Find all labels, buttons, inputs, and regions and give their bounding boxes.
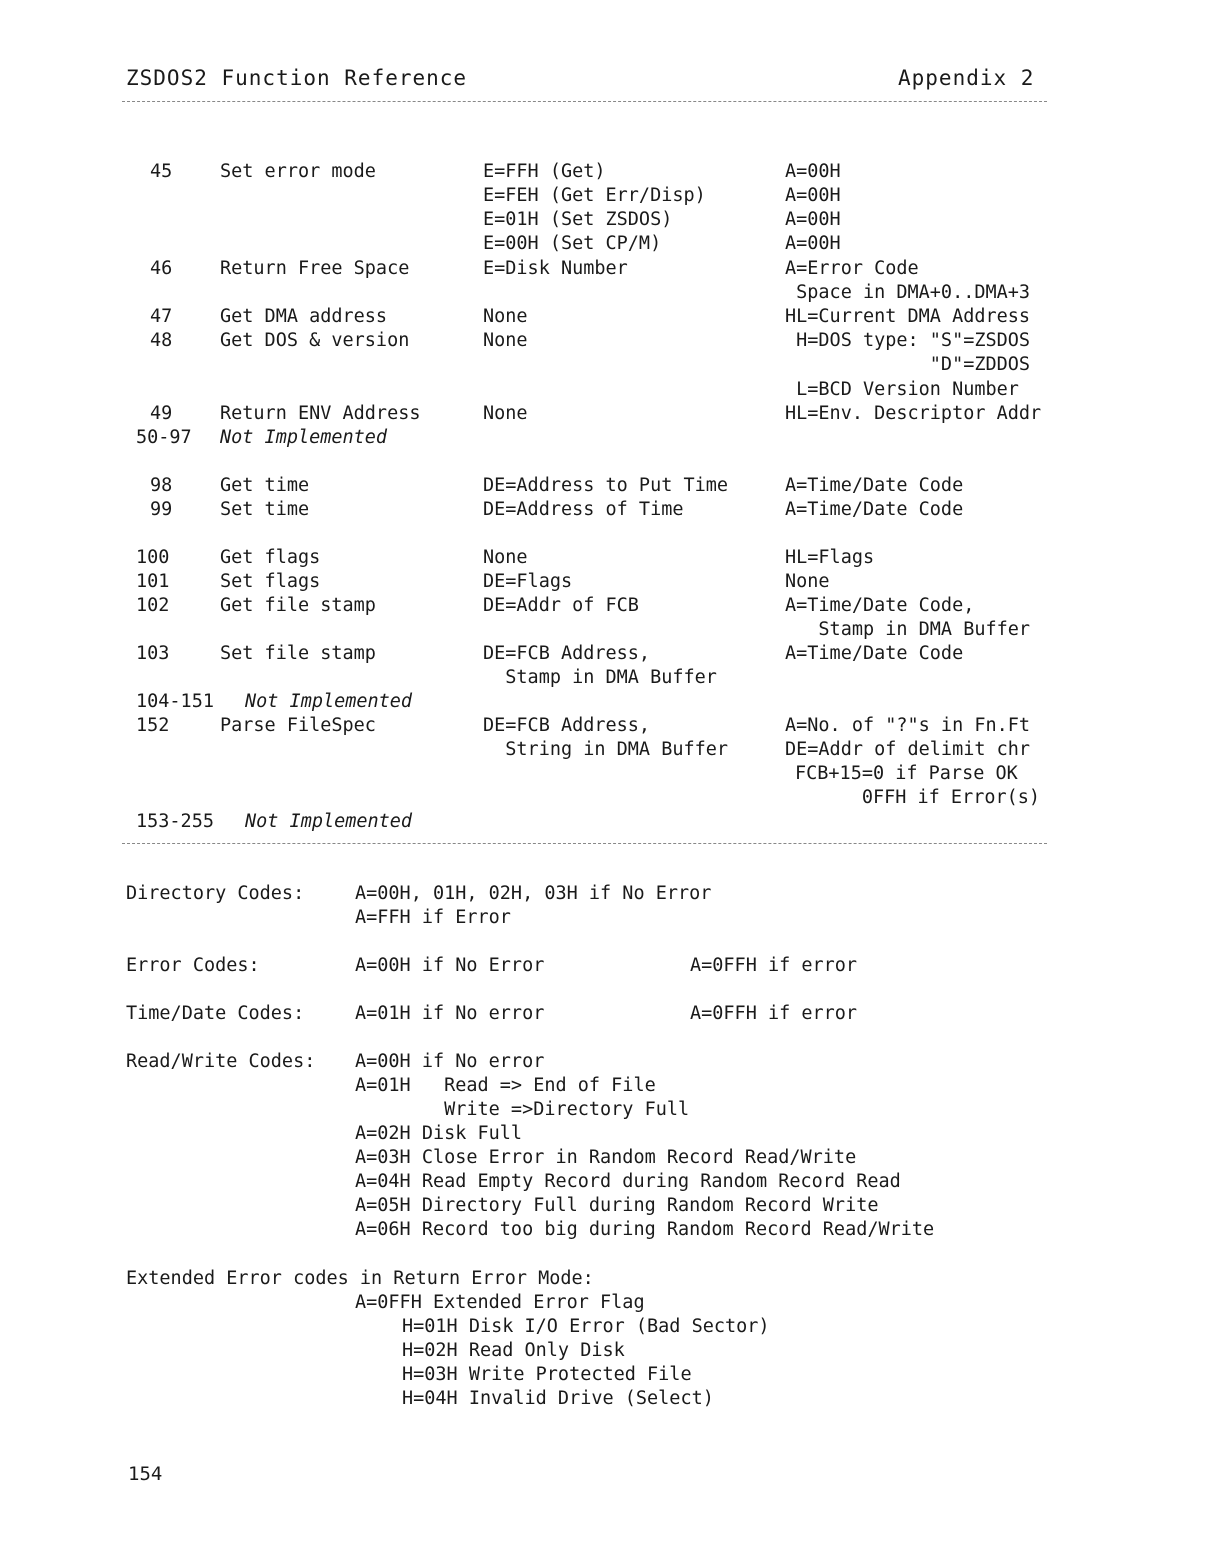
extended-code-line: H=04H Invalid Drive (Select): [402, 1388, 714, 1409]
function-number: 50-97: [136, 427, 192, 448]
function-output: None: [785, 571, 830, 592]
function-output: A=00H: [785, 185, 841, 206]
function-input: E=01H (Set ZSDOS): [483, 209, 673, 230]
function-output: A=Time/Date Code: [785, 643, 964, 664]
function-input: DE=Flags: [483, 571, 573, 592]
function-input: E=Disk Number: [483, 258, 628, 279]
function-output: A=Error Code: [785, 258, 919, 279]
readwrite-code-line: A=00H if No error: [355, 1051, 545, 1072]
extended-codes-label: Extended Error codes in Return Error Mode:: [126, 1268, 594, 1289]
function-number: 46: [150, 258, 173, 279]
function-number: 100: [136, 547, 170, 568]
header-rule: [122, 101, 1047, 102]
function-name: Set error mode: [220, 161, 376, 182]
function-output: A=Time/Date Code: [785, 499, 964, 520]
function-output: HL=Flags: [785, 547, 875, 568]
function-input: DE=Addr of FCB: [483, 595, 639, 616]
function-output: A=00H: [785, 233, 841, 254]
function-output: Stamp in DMA Buffer: [785, 619, 1031, 640]
function-output: "D"=ZDDOS: [785, 354, 1031, 375]
function-number: 98: [150, 475, 173, 496]
extended-code-line: H=03H Write Protected File: [402, 1364, 692, 1385]
function-input: None: [483, 306, 528, 327]
function-input: DE=Address of Time: [483, 499, 684, 520]
function-name: Return ENV Address: [220, 403, 421, 424]
function-number: 45: [150, 161, 173, 182]
readwrite-code-line: A=02H Disk Full: [355, 1123, 523, 1144]
error-codes-label: Error Codes:: [126, 955, 260, 976]
function-output: H=DOS type: "S"=ZSDOS: [785, 330, 1031, 351]
extended-code-line: H=02H Read Only Disk: [402, 1340, 625, 1361]
function-number: 153-255: [136, 811, 214, 832]
function-input: E=FEH (Get Err/Disp): [483, 185, 706, 206]
function-input: E=FFH (Get): [483, 161, 606, 182]
extended-code-line: A=0FFH Extended Error Flag: [355, 1292, 645, 1313]
error-codes-value: A=0FFH if error: [690, 955, 858, 976]
function-name: Set flags: [220, 571, 321, 592]
function-output: Space in DMA+0..DMA+3: [785, 282, 1031, 303]
function-output: HL=Env. Descriptor Addr: [785, 403, 1042, 424]
timedate-codes-value: A=0FFH if error: [690, 1003, 858, 1024]
readwrite-code-line: A=01H Read => End of File: [355, 1075, 656, 1096]
function-number: 103: [136, 643, 170, 664]
function-name: Get DOS & version: [220, 330, 410, 351]
function-input: None: [483, 403, 528, 424]
function-output: A=Time/Date Code: [785, 475, 964, 496]
function-number: 47: [150, 306, 173, 327]
function-name: Get flags: [220, 547, 321, 568]
function-name: Not Implemented: [220, 427, 388, 448]
page-number: 154: [128, 1463, 163, 1485]
function-input: String in DMA Buffer: [483, 739, 729, 760]
function-name: Get DMA address: [220, 306, 388, 327]
function-name: Set time: [220, 499, 310, 520]
section-rule: [122, 843, 1047, 844]
timedate-codes-value: A=01H if No error: [355, 1003, 545, 1024]
function-output: 0FFH if Error(s): [795, 787, 1041, 808]
function-output: A=00H: [785, 209, 841, 230]
function-number: 101: [136, 571, 170, 592]
function-output: HL=Current DMA Address: [785, 306, 1031, 327]
function-output: FCB+15=0 if Parse OK: [795, 763, 1018, 784]
directory-codes-value: A=00H, 01H, 02H, 03H if No Error: [355, 883, 712, 904]
function-input: DE=FCB Address,: [483, 643, 651, 664]
function-input: DE=Address to Put Time: [483, 475, 729, 496]
function-output: A=00H: [785, 161, 841, 182]
header-title: ZSDOS2 Function Reference: [126, 66, 468, 90]
function-number: 152: [136, 715, 170, 736]
function-name: Return Free Space: [220, 258, 410, 279]
error-codes-value: A=00H if No Error: [355, 955, 545, 976]
function-name: Not Implemented: [245, 691, 413, 712]
readwrite-code-line: A=05H Directory Full during Random Record Write: [355, 1195, 879, 1216]
header-appendix: Appendix 2: [898, 66, 1035, 90]
timedate-codes-label: Time/Date Codes:: [126, 1003, 305, 1024]
function-name: Set file stamp: [220, 643, 376, 664]
extended-code-line: H=01H Disk I/O Error (Bad Sector): [402, 1316, 770, 1337]
readwrite-code-line: Write =>Directory Full: [355, 1099, 690, 1120]
function-input: None: [483, 547, 528, 568]
function-name: Get file stamp: [220, 595, 376, 616]
directory-codes-label: Directory Codes:: [126, 883, 305, 904]
function-input: E=00H (Set CP/M): [483, 233, 662, 254]
function-name: Not Implemented: [245, 811, 413, 832]
function-number: 99: [150, 499, 173, 520]
function-number: 104-151: [136, 691, 214, 712]
function-output: DE=Addr of delimit chr: [785, 739, 1031, 760]
function-number: 48: [150, 330, 173, 351]
function-number: 102: [136, 595, 170, 616]
function-name: Get time: [220, 475, 310, 496]
function-number: 49: [150, 403, 173, 424]
directory-codes-value: A=FFH if Error: [355, 907, 511, 928]
readwrite-codes-label: Read/Write Codes:: [126, 1051, 316, 1072]
function-input: Stamp in DMA Buffer: [483, 667, 717, 688]
function-input: None: [483, 330, 528, 351]
function-name: Parse FileSpec: [220, 715, 376, 736]
readwrite-code-line: A=06H Record too big during Random Record Read/Write: [355, 1219, 935, 1240]
readwrite-code-line: A=03H Close Error in Random Record Read/Write: [355, 1147, 857, 1168]
readwrite-code-line: A=04H Read Empty Record during Random Record Read: [355, 1171, 901, 1192]
function-output: A=Time/Date Code,: [785, 595, 975, 616]
function-input: DE=FCB Address,: [483, 715, 651, 736]
function-output: A=No. of "?"s in Fn.Ft: [785, 715, 1031, 736]
function-output: L=BCD Version Number: [785, 379, 1019, 400]
